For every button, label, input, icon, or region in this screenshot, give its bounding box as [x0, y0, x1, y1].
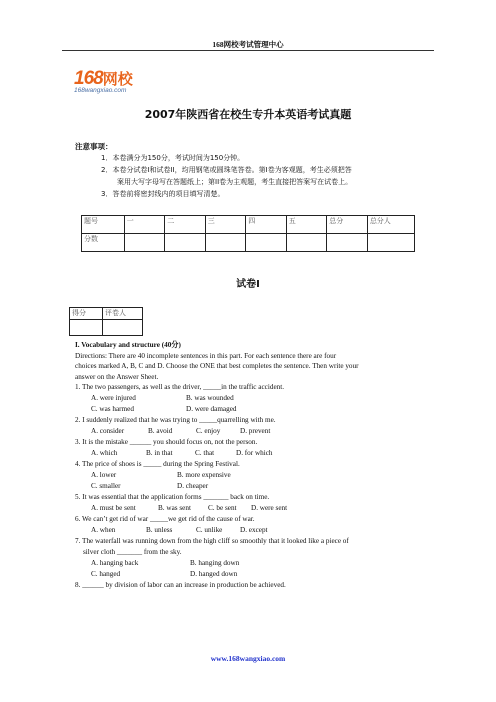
option: C. was harmed	[91, 405, 134, 413]
option: D. were damaged	[186, 405, 237, 413]
question-stem: 7. The waterfall was running down from the high cliff so smoothly that it looked like a piece of	[75, 537, 349, 545]
header-divider	[62, 50, 434, 51]
question-stem: 6. We can’t get rid of war _____we get rid of the cause of war.	[75, 515, 255, 523]
question-stem: 8. ______ by division of labor can an increase in production be achieved.	[75, 581, 286, 589]
question-stem-continued: silver cloth _______ from the sky.	[83, 548, 182, 556]
part-heading: I. Vocabulary and structure (40分)	[75, 341, 181, 349]
page-header: 168网校考试管理中心	[212, 40, 284, 49]
option: C. hanged	[91, 570, 121, 578]
grader-score-cell[interactable]	[70, 320, 103, 336]
notice-item: 1．本卷满分为150分，考试时间为150分钟。	[101, 154, 245, 162]
option: D. except	[240, 526, 268, 534]
score-header-cell: 题号	[82, 216, 125, 234]
section-title: 试卷I	[236, 279, 260, 290]
option: B. in that	[146, 449, 173, 457]
option: A. hanging back	[91, 559, 139, 567]
notice-heading: 注意事项：	[75, 142, 113, 151]
grader-name-cell[interactable]	[103, 320, 143, 336]
score-cell[interactable]	[246, 234, 287, 252]
option: A. were injured	[91, 394, 136, 402]
option: A. when	[91, 526, 116, 534]
score-cell[interactable]	[327, 234, 368, 252]
notice-item: 3．答卷前将密封线内的项目填写清楚。	[101, 190, 225, 198]
option: B. was wounded	[186, 394, 234, 402]
logo-number: 168	[74, 68, 103, 89]
notice-item: 2．本卷分试卷I和试卷II，均用钢笔或圆珠笔答卷。第I卷为客观题，考生必须把答	[101, 166, 352, 174]
footer-url[interactable]: www.168wangxiao.com	[210, 654, 286, 663]
score-cell[interactable]	[165, 234, 206, 252]
question-stem: 1. The two passengers, as well as the driver, _____in the traffic accident.	[75, 383, 285, 391]
score-header-cell: 二	[165, 216, 206, 234]
directions-line: choices marked A, B, C and D. Choose the ONE that best completes the sentence. Then write your	[75, 362, 359, 370]
option: C. that	[195, 449, 215, 457]
option: B. was sent	[158, 504, 191, 512]
option: A. lower	[91, 471, 117, 479]
question-stem: 5. It was essential that the application forms _______ back on time.	[75, 493, 270, 501]
score-row-label: 分数	[82, 234, 125, 252]
score-cell[interactable]	[286, 234, 327, 252]
score-header-cell: 一	[124, 216, 165, 234]
option: A. consider	[91, 427, 125, 435]
score-cell[interactable]	[124, 234, 165, 252]
notice-item: 案用大写字母写在答题纸上；第II卷为主观题，考生直接把答案写在试卷上。	[117, 178, 353, 186]
grader-name-label: 评卷人	[103, 308, 143, 320]
option: D. cheaper	[177, 482, 209, 490]
score-header-cell: 四	[246, 216, 287, 234]
score-header-cell: 总分	[327, 216, 368, 234]
option: D. for which	[236, 449, 273, 457]
logo-url: 168wangxiao.com	[74, 87, 127, 94]
directions-line: Directions: There are 40 incomplete sentences in this part. For each sentence there are four	[75, 352, 337, 360]
option: C. be sent	[208, 504, 237, 512]
grader-table	[69, 307, 143, 336]
option: D. were sent	[251, 504, 288, 512]
score-header-cell: 三	[205, 216, 246, 234]
option: B. unless	[146, 526, 173, 534]
exam-title: 2007年陕西省在校生专升本英语考试真题	[144, 108, 352, 121]
option: C. smaller	[91, 482, 121, 490]
option: B. avoid	[148, 427, 173, 435]
option: D. hanged down	[190, 570, 238, 578]
option: B. hanging down	[190, 559, 240, 567]
question-stem: 3. It is the mistake ______ you should focus on, not the person.	[75, 438, 258, 446]
option: A. must be sent	[91, 504, 136, 512]
logo-chinese: 网校	[102, 70, 133, 88]
question-stem: 2. I suddenly realized that he was trying to _____quarrelling with me.	[75, 416, 276, 424]
score-table	[81, 215, 415, 252]
site-logo	[74, 68, 164, 98]
option: C. enjoy	[196, 427, 221, 435]
score-cell[interactable]	[205, 234, 246, 252]
option: A. which	[91, 449, 118, 457]
option: D. prevent	[240, 427, 271, 435]
score-cell[interactable]	[367, 234, 414, 252]
score-header-cell: 五	[286, 216, 327, 234]
option: C. unlike	[196, 526, 223, 534]
score-header-cell: 总分人	[367, 216, 414, 234]
directions-line: answer on the Answer Sheet.	[75, 373, 159, 381]
question-stem: 4. The price of shoes is _____ during the Spring Festival.	[75, 460, 240, 468]
grader-score-label: 得分	[70, 308, 103, 320]
option: B. more expensive	[177, 471, 231, 479]
